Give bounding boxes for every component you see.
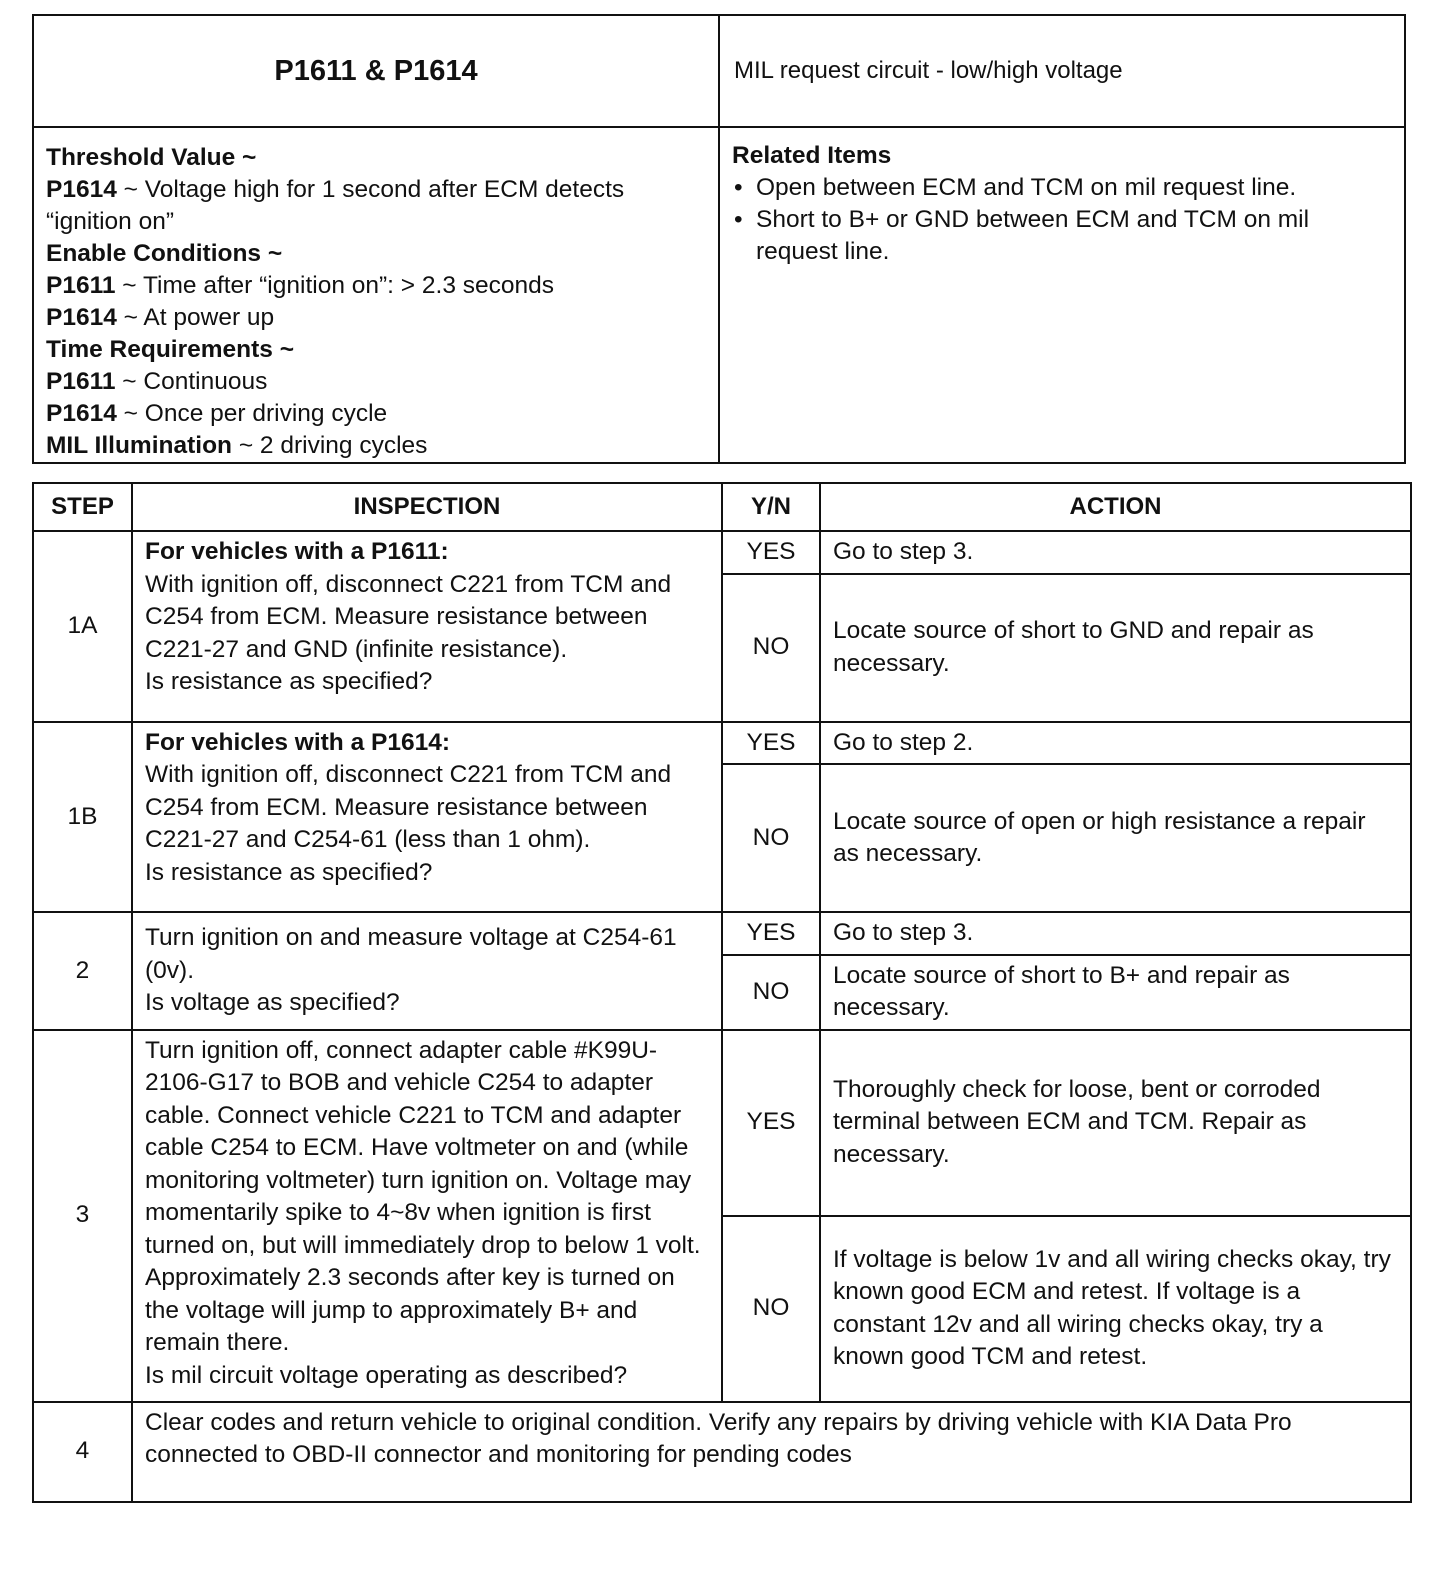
- yes-action: Go to step 2.: [820, 722, 1411, 765]
- inspection-cell: [132, 1030, 722, 1402]
- header-yn: Y/N: [722, 483, 820, 531]
- no-label: NO: [722, 574, 820, 722]
- no-label: NO: [722, 764, 820, 912]
- inspection-title: For vehicles with a P1614:: [145, 728, 451, 756]
- yes-action: Go to step 3.: [820, 912, 1411, 955]
- condition-text: ~ Time after “ignition on”: > 2.3 seconds: [115, 272, 555, 299]
- condition-line: [46, 142, 708, 174]
- no-action: Locate source of open or high resistance a repair as necessary.: [820, 764, 1411, 912]
- inspection-text: Clear codes and return vehicle to original condition. Verify any repairs by driving vehicle with KIA Data Pro connected to OBD-II connector and monitoring for pending codes: [132, 1402, 1411, 1502]
- step-number: 1B: [33, 722, 132, 913]
- condition-line: [46, 174, 708, 238]
- inspection-title: For vehicles with a P1611:: [145, 538, 449, 565]
- condition-label: P1614: [46, 176, 117, 203]
- condition-line: [46, 398, 708, 430]
- condition-line: [46, 302, 708, 334]
- no-action: Locate source of short to GND and repair as necessary.: [820, 574, 1411, 722]
- inspection-text: With ignition off, disconnect C221 from TCM and C254 from ECM. Measure resistance between C221-27 and GND (infinite resistance). Is resistance as specified?: [145, 570, 672, 695]
- inspection-text: Turn ignition on and measure voltage at C254-61 (0v). Is voltage as specified?: [145, 924, 677, 1016]
- dtc-description: MIL request circuit - low/high voltage: [719, 15, 1405, 127]
- condition-label: Threshold Value ~: [46, 144, 257, 171]
- table-row: [33, 1030, 1411, 1216]
- dtc-info-table: [32, 14, 1406, 464]
- step-number: 1A: [33, 531, 132, 722]
- related-item: • Open between ECM and TCM on mil request line.: [756, 172, 1390, 204]
- condition-text: ~ Continuous: [115, 368, 268, 395]
- condition-line: [46, 366, 708, 398]
- no-label: NO: [722, 1216, 820, 1402]
- step-number: 2: [33, 912, 132, 1030]
- table-row: [33, 912, 1411, 955]
- header-inspection: INSPECTION: [132, 483, 722, 531]
- no-action: If voltage is below 1v and all wiring checks okay, try known good ECM and retest. If voltage is a constant 12v and all wiring checks okay, try a known good TCM and retest.: [820, 1216, 1411, 1402]
- condition-label: P1614: [46, 400, 117, 427]
- related-items-cell: [719, 127, 1405, 463]
- no-action: Locate source of short to B+ and repair as necessary.: [820, 955, 1411, 1030]
- table-row: [33, 531, 1411, 574]
- step-number: 3: [33, 1030, 132, 1402]
- condition-line: [46, 270, 708, 302]
- condition-line: [46, 430, 708, 462]
- yes-label: YES: [722, 912, 820, 955]
- inspection-text: Turn ignition off, connect adapter cable #K99U-2106-G17 to BOB and vehicle C254 to adapter cable. Connect vehicle C221 to TCM and adapter cable C254 to ECM. Have voltmeter on and (while monitoring voltmeter) turn ignition on. Voltage may momentarily spike to 4~8v when ignition is first turned on, but will immediately drop to below 1 volt. Approximately 2.3 seconds after key is turned on the voltage will jump to approximately B+ and remain there. Is mil circuit voltage operating as described?: [145, 1036, 701, 1389]
- table-row: [33, 1402, 1411, 1502]
- condition-text: ~ At power up: [116, 304, 275, 331]
- diagnostic-steps-table: [32, 482, 1412, 1503]
- inspection-cell: [132, 531, 722, 722]
- condition-text: ~ Voltage high for 1 second after ECM detects “ignition on”: [46, 176, 625, 235]
- inspection-cell: [132, 722, 722, 913]
- condition-text: ~ Once per driving cycle: [116, 400, 388, 427]
- header-step: STEP: [33, 483, 132, 531]
- condition-label: P1614: [46, 304, 117, 331]
- table-header-row: [33, 483, 1411, 531]
- condition-label: Time Requirements ~: [46, 336, 295, 363]
- yes-action: Thoroughly check for loose, bent or corroded terminal between ECM and TCM. Repair as necessary.: [820, 1030, 1411, 1216]
- condition-line: [46, 238, 708, 270]
- related-items-list: [732, 172, 1390, 268]
- condition-text: ~ 2 driving cycles: [232, 432, 428, 459]
- inspection-text: With ignition off, disconnect C221 from TCM and C254 from ECM. Measure resistance between C221-27 and C254-61 (less than 1 ohm). Is resistance as specified?: [145, 761, 672, 886]
- no-label: NO: [722, 955, 820, 1030]
- conditions-cell: [33, 127, 719, 463]
- condition-label: P1611: [46, 368, 116, 395]
- header-action: ACTION: [820, 483, 1411, 531]
- table-row: [33, 722, 1411, 765]
- yes-label: YES: [722, 1030, 820, 1216]
- inspection-cell: [132, 912, 722, 1030]
- related-items-title: Related Items: [732, 142, 892, 169]
- yes-label: YES: [722, 531, 820, 574]
- related-item: • Short to B+ or GND between ECM and TCM on mil request line.: [756, 204, 1390, 268]
- yes-action: Go to step 3.: [820, 531, 1411, 574]
- condition-label: P1611: [46, 272, 116, 299]
- condition-label: Enable Conditions ~: [46, 240, 283, 267]
- yes-label: YES: [722, 722, 820, 765]
- step-number: 4: [33, 1402, 132, 1502]
- condition-line: [46, 334, 708, 366]
- dtc-codes-title: P1611 & P1614: [33, 15, 719, 127]
- condition-label: MIL Illumination: [46, 432, 233, 459]
